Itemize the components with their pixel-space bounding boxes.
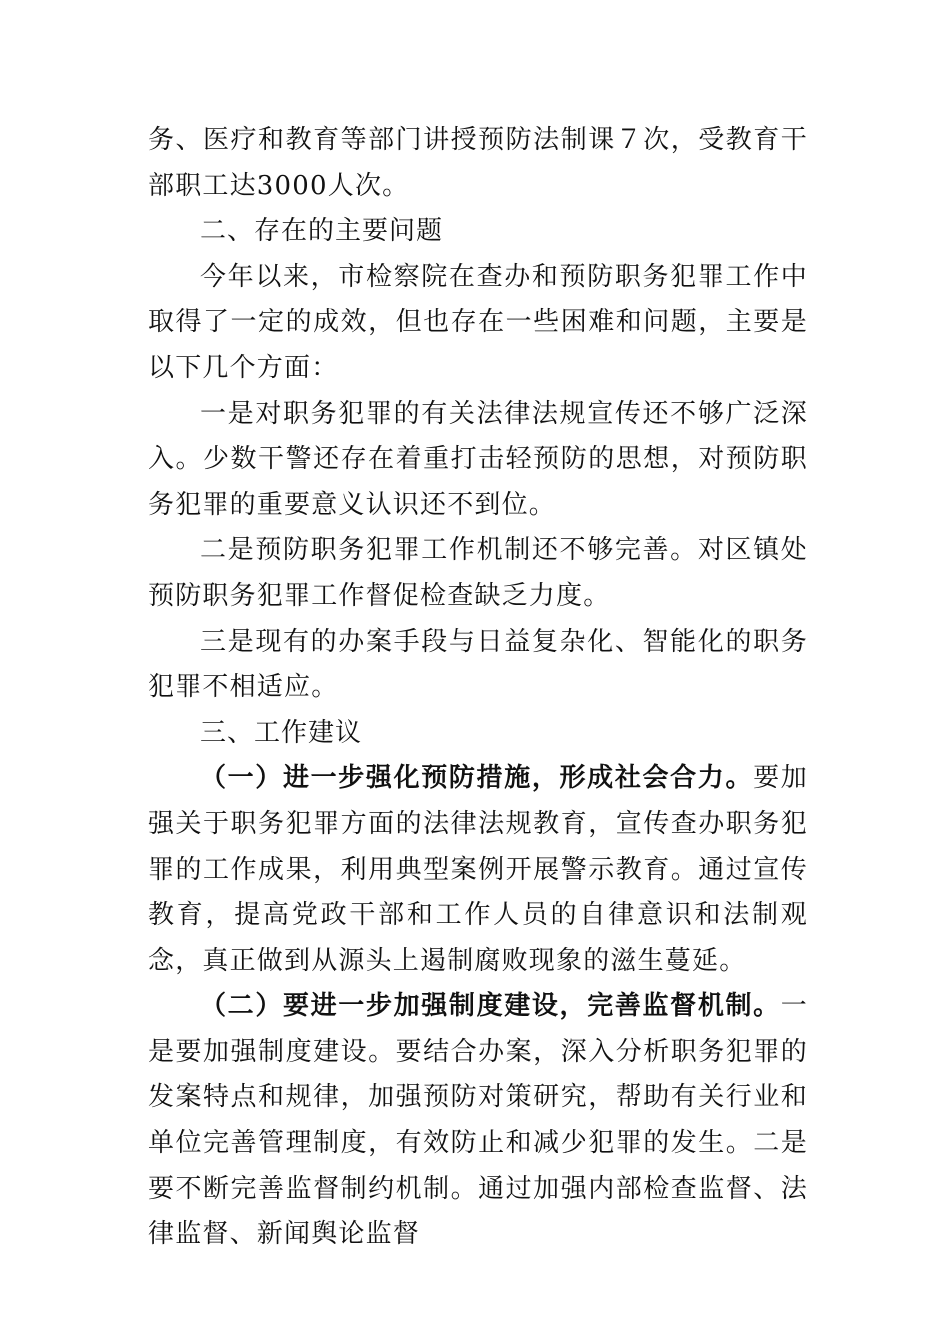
continued-intro-paragraph: 务、医疗和教育等部门讲授预防法制课７次，受教育干部职工达3000人次。 <box>148 125 808 201</box>
problem-2-paragraph: 二是预防职务犯罪工作机制还不够完善。对区镇处预防职务犯罪工作督促检查缺乏力度。 <box>148 535 808 611</box>
suggestion-2-body: 一是要加强制度建设。要结合办案，深入分析职务犯罪的发案特点和规律，加强预防对策研究，帮助有关行业和单位完善管理制度，有效防止和减少犯罪的发生。二是要不断完善监督制约机制。通过加强内部检查监督、法律监督、新闻舆论监督 <box>148 991 808 1250</box>
section-heading-suggestions: 三、工作建议 <box>200 717 363 748</box>
suggestion-1-body: 要加强关于职务犯罪方面的法律法规教育，宣传查办职务犯罪的工作成果，利用典型案例开展警示教育。通过宣传教育，提高党政干部和工作人员的自律意识和法制观念，真正做到从源头上遏制腐败现象的滋生蔓延。 <box>148 763 808 976</box>
problems-intro-paragraph: 今年以来，市检察院在查办和预防职务犯罪工作中取得了一定的成效，但也存在一些困难和问题，主要是以下几个方面： <box>148 261 808 383</box>
problem-1-paragraph: 一是对职务犯罪的有关法律法规宣传还不够广泛深入。少数干警还存在着重打击轻预防的思想，对预防职务犯罪的重要意义认识还不到位。 <box>148 398 808 520</box>
suggestion-2-paragraph <box>148 984 808 1258</box>
document-body <box>148 118 808 1258</box>
suggestion-1-paragraph <box>148 756 808 984</box>
suggestion-1-lead: （一）进一步强化预防措施，形成社会合力。 <box>200 763 754 794</box>
problem-3-paragraph: 三是现有的办案手段与日益复杂化、智能化的职务犯罪不相适应。 <box>148 626 808 703</box>
suggestion-2-lead: （二）要进一步加强制度建设，完善监督机制。 <box>200 991 781 1022</box>
section-heading-problems: 二、存在的主要问题 <box>200 216 444 247</box>
